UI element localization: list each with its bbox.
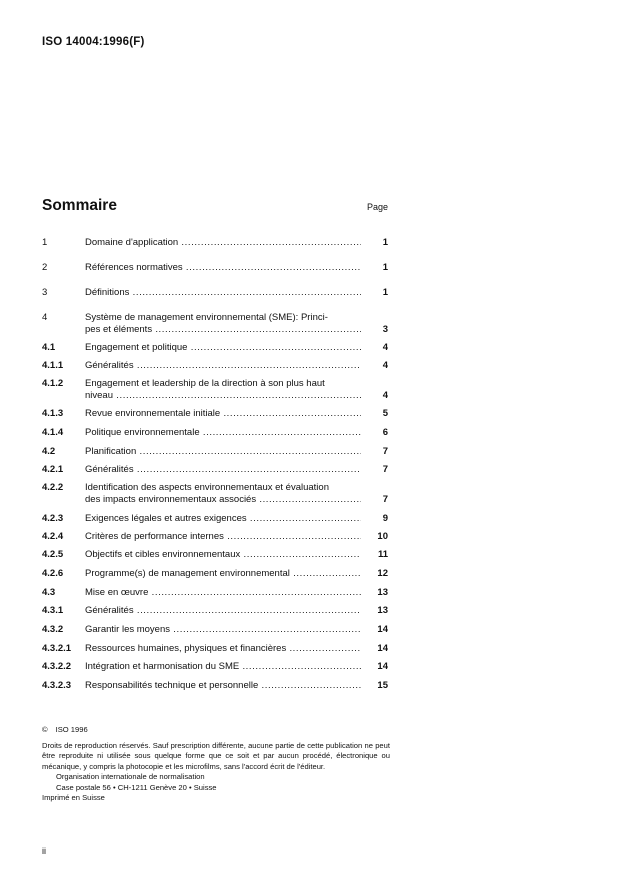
toc-entry-page: 12 bbox=[377, 568, 388, 579]
toc-entry-number: 4.2.2 bbox=[42, 482, 64, 493]
toc-entry-number: 4 bbox=[42, 312, 48, 323]
toc-entry-page: 4 bbox=[382, 342, 388, 353]
toc-entry-page: 6 bbox=[382, 427, 388, 438]
toc-entry-title-line: des impacts environnementaux associés ..... bbox=[85, 494, 361, 506]
toc-entry-page: 15 bbox=[377, 680, 388, 691]
toc-entry-number: 1 bbox=[42, 237, 48, 248]
toc-entry-title-line: Identification des aspects environnementaux et évaluation bbox=[85, 482, 329, 493]
page-column-label: Page bbox=[366, 202, 388, 212]
toc-entry[interactable] bbox=[42, 378, 388, 402]
toc-entry-page: 5 bbox=[382, 408, 388, 419]
toc-entry-page: 1 bbox=[382, 262, 388, 273]
printed-in: Imprimé en Suisse bbox=[42, 793, 105, 802]
toc-entry-title: Revue environnementale initiale ..... bbox=[85, 408, 361, 420]
copyright-symbol: © bbox=[42, 725, 48, 734]
toc-entry-page: 7 bbox=[382, 446, 388, 457]
toc-entry-number: 4.3.1 bbox=[42, 605, 64, 616]
toc-entry-page: 4 bbox=[382, 390, 388, 401]
toc-entry-number: 4.3.2.2 bbox=[42, 661, 72, 672]
toc-entry[interactable] bbox=[42, 312, 388, 336]
toc-entry-page: 9 bbox=[382, 513, 388, 524]
toc-entry-page: 3 bbox=[382, 324, 388, 335]
toc-entry-page: 4 bbox=[382, 360, 388, 371]
toc-entry-title-line: Système de management environnemental (SME): Princi- bbox=[85, 312, 328, 323]
toc-entry-number: 4.3 bbox=[42, 587, 56, 598]
copyright-block bbox=[42, 725, 390, 804]
toc-entry-page: 14 bbox=[377, 643, 388, 654]
toc-entry-number: 4.2.4 bbox=[42, 531, 64, 542]
toc-entry-page: 7 bbox=[382, 494, 388, 505]
toc-entry[interactable] bbox=[42, 482, 388, 506]
copyright-legal-text: Droits de reproduction réservés. Sauf prescription différente, aucune partie de cette publication ne peut être reproduite ni utilisée sous quelque forme que ce soit et par aucun procédé, électronique ou mécanique, y compris la photocopie et les microfilms, sans l'accord écrit de l'éditeur. bbox=[42, 740, 390, 771]
toc-entry-title: Exigences légales et autres exigences ..... bbox=[85, 513, 361, 525]
toc-entry-title: Politique environnementale ..... bbox=[85, 427, 361, 439]
toc-entry-number: 4.1.4 bbox=[42, 427, 64, 438]
toc-entry-number: 4.1.1 bbox=[42, 360, 64, 371]
toc-entry-number: 4.2.5 bbox=[42, 549, 64, 560]
toc-entry-title: Intégration et harmonisation du SME ..... bbox=[85, 661, 361, 673]
toc-entry-number: 4.1.2 bbox=[42, 378, 64, 389]
toc-entry-number: 4.2.6 bbox=[42, 568, 64, 579]
toc-entry-title: Références normatives ..... bbox=[85, 262, 361, 274]
toc-entry-number: 3 bbox=[42, 287, 48, 298]
toc-entry-page: 10 bbox=[377, 531, 388, 542]
toc-entry-number: 4.3.2.1 bbox=[42, 643, 72, 654]
page-number: ii bbox=[42, 846, 46, 856]
document-code: ISO 14004:1996(F) bbox=[42, 36, 145, 48]
toc-entry-number: 2 bbox=[42, 262, 48, 273]
toc-entry-title: Planification ..... bbox=[85, 446, 361, 458]
toc-entry-number: 4.1 bbox=[42, 342, 56, 353]
toc-entry-title: Garantir les moyens ..... bbox=[85, 624, 361, 636]
toc-entry-title bbox=[85, 482, 361, 506]
toc-entry-title: Critères de performance internes ..... bbox=[85, 531, 361, 543]
toc-entry-title-line: niveau ..... bbox=[85, 390, 361, 402]
toc-entry-page: 1 bbox=[382, 237, 388, 248]
toc-entry-title-line: pes et éléments ..... bbox=[85, 324, 361, 336]
toc-entry-page: 13 bbox=[377, 605, 388, 616]
toc-entry-page: 11 bbox=[377, 549, 388, 560]
toc-entry-title: Domaine d'application ..... bbox=[85, 237, 361, 249]
toc-entry-number: 4.3.2.3 bbox=[42, 680, 72, 691]
organisation-name: Organisation internationale de normalisation bbox=[56, 772, 205, 781]
toc-entry-page: 7 bbox=[382, 464, 388, 475]
toc-entry-title bbox=[85, 312, 361, 336]
toc-entry-title: Généralités ..... bbox=[85, 464, 361, 476]
toc-entry-page: 1 bbox=[382, 287, 388, 298]
toc-entry-title: Généralités ..... bbox=[85, 605, 361, 617]
toc-entry-number: 4.2 bbox=[42, 446, 56, 457]
copyright-line bbox=[42, 725, 390, 736]
toc-entry-title: Ressources humaines, physiques et financières ..... bbox=[85, 643, 361, 655]
toc-entry-title: Généralités ..... bbox=[85, 360, 361, 372]
toc-entry-title: Mise en œuvre ..... bbox=[85, 587, 361, 599]
toc-entry-title: Engagement et politique ..... bbox=[85, 342, 361, 354]
toc-entry-title-line: Engagement et leadership de la direction à son plus haut bbox=[85, 378, 325, 389]
toc-entry-title: Objectifs et cibles environnementaux ..... bbox=[85, 549, 361, 561]
toc-heading: Sommaire bbox=[42, 197, 117, 214]
toc-entry-page: 14 bbox=[377, 661, 388, 672]
toc-entry-page: 14 bbox=[377, 624, 388, 635]
toc-entry-title: Programme(s) de management environnemental ..... bbox=[85, 568, 361, 580]
toc-entry-title: Définitions ..... bbox=[85, 287, 361, 299]
toc-entry-number: 4.3.2 bbox=[42, 624, 64, 635]
toc-entry-number: 4.2.3 bbox=[42, 513, 64, 524]
toc-entry-page: 13 bbox=[377, 587, 388, 598]
toc-entry-number: 4.2.1 bbox=[42, 464, 64, 475]
toc-entry-title bbox=[85, 378, 361, 402]
organisation-address: Case postale 56 • CH-1211 Genève 20 • Suisse bbox=[56, 782, 217, 792]
toc-entry-number: 4.1.3 bbox=[42, 408, 64, 419]
copyright-owner: ISO 1996 bbox=[55, 725, 88, 734]
toc-entry-title: Responsabilités technique et personnelle ..... bbox=[85, 680, 361, 692]
